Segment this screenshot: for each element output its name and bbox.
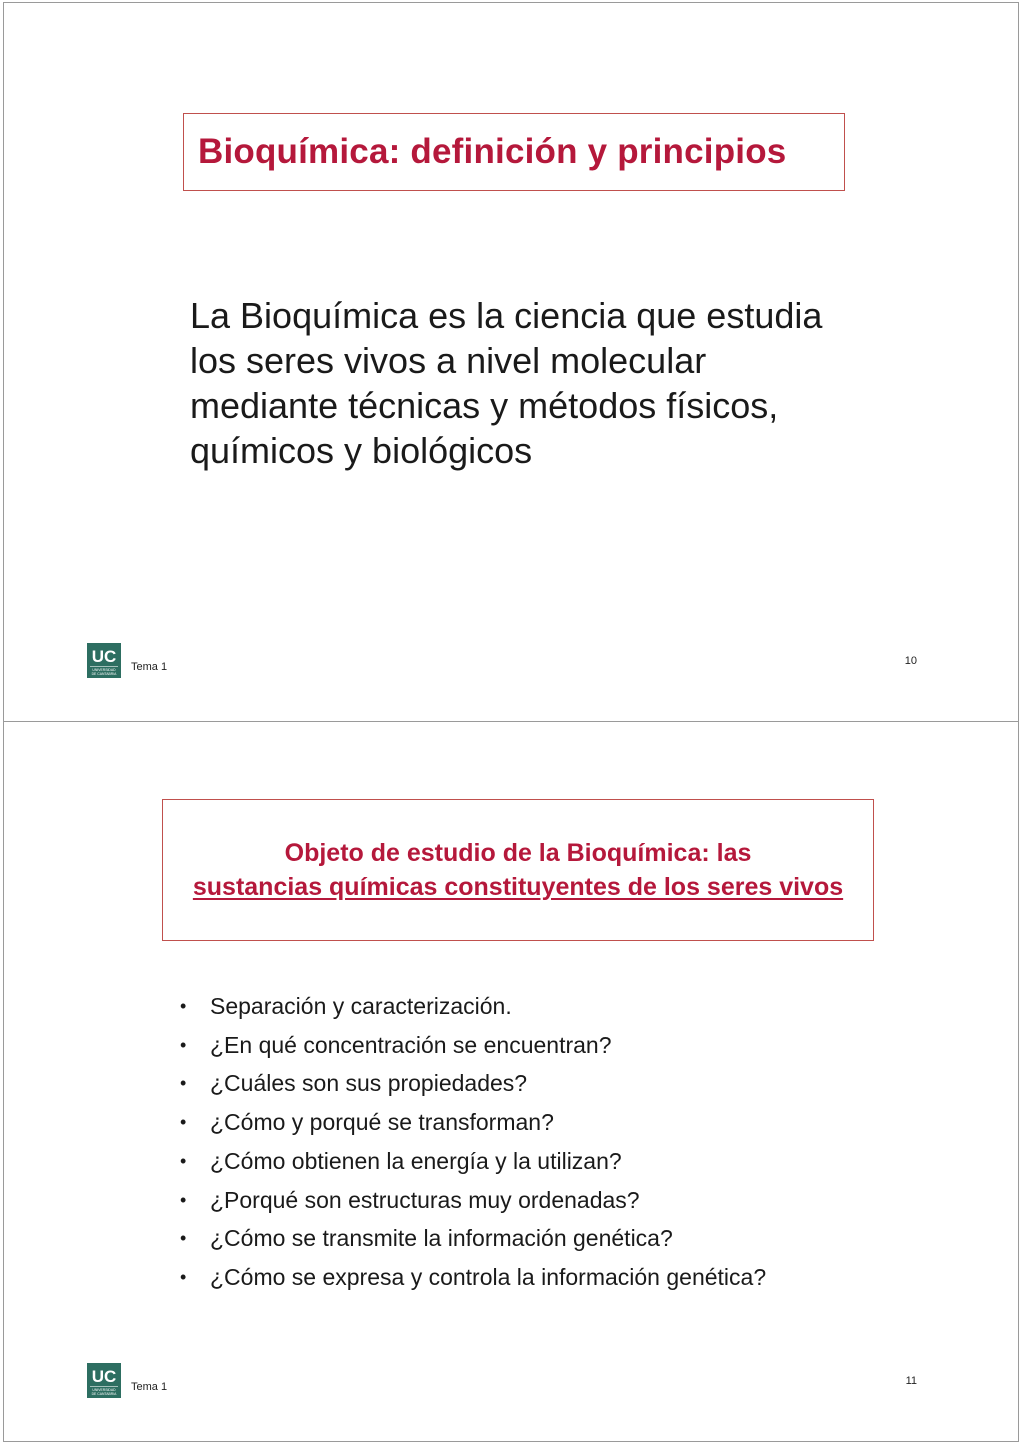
uc-logo-graphic bbox=[87, 643, 121, 678]
question-list bbox=[180, 987, 940, 1297]
tema-label: Tema 1 bbox=[131, 661, 168, 673]
list-item-text: ¿Cómo y porqué se transforman? bbox=[210, 1109, 554, 1136]
definition-text bbox=[190, 293, 910, 473]
list-item-text: Separación y caracterización. bbox=[210, 993, 512, 1019]
bullet-icon: • bbox=[180, 996, 187, 1016]
list-item bbox=[180, 1026, 940, 1065]
bullet-icon: • bbox=[180, 1228, 187, 1249]
uc-logo-icon bbox=[87, 643, 121, 678]
slide-divider bbox=[4, 721, 1018, 722]
list-item-text: ¿Cómo se transmite la información genética? bbox=[210, 1225, 673, 1252]
definition-line: los seres vivos a nivel molecular bbox=[190, 340, 707, 381]
page-number: 10 bbox=[904, 655, 917, 667]
list-item-text: ¿Cómo se expresa y controla la información genética? bbox=[210, 1263, 767, 1290]
list-item-text: ¿Porqué son estructuras muy ordenadas? bbox=[210, 1186, 640, 1213]
uc-logo-subtext: DE CANTABRIA bbox=[91, 672, 117, 676]
slide-title-box bbox=[162, 799, 874, 941]
bullet-icon: • bbox=[180, 1266, 187, 1287]
bullet-icon: • bbox=[180, 1034, 187, 1055]
uc-logo-graphic bbox=[87, 1363, 121, 1398]
slide-footer bbox=[87, 1363, 917, 1399]
definition-line: mediante técnicas y métodos físicos, bbox=[190, 385, 779, 426]
definition-line: La Bioquímica es la ciencia que estudia bbox=[190, 295, 823, 336]
slide-title bbox=[193, 836, 843, 904]
list-item bbox=[180, 1258, 940, 1297]
uc-logo-subtext: UNIVERSIDAD bbox=[92, 668, 116, 672]
bullet-icon: • bbox=[180, 1112, 187, 1133]
list-item bbox=[180, 1064, 940, 1103]
list-item bbox=[180, 987, 940, 1026]
definition-line: químicos y biológicos bbox=[190, 430, 533, 471]
bullet-icon: • bbox=[180, 1189, 187, 1210]
uc-logo-letters: UC bbox=[91, 647, 117, 666]
uc-logo-subtext: DE CANTABRIA bbox=[91, 1392, 117, 1396]
list-item bbox=[180, 1142, 940, 1181]
uc-logo-letters: UC bbox=[91, 1367, 117, 1386]
slide-title-underlined: sustancias químicas constituyentes de los seres vivos bbox=[192, 873, 844, 901]
slide-11 bbox=[4, 723, 1018, 1441]
slide-10 bbox=[4, 3, 1018, 721]
uc-logo-icon bbox=[87, 1363, 121, 1398]
tema-label: Tema 1 bbox=[131, 1381, 168, 1393]
uc-logo-subtext: UNIVERSIDAD bbox=[92, 1388, 116, 1392]
list-item-text: ¿Cómo obtienen la energía y la utilizan? bbox=[210, 1147, 622, 1174]
list-item-text: ¿Cuáles son sus propiedades? bbox=[210, 1070, 528, 1097]
slide-title-box bbox=[183, 113, 845, 191]
page-number: 11 bbox=[905, 1375, 917, 1387]
slide-title-line: Objeto de estudio de la Bioquímica: las bbox=[284, 839, 752, 867]
bullet-icon: • bbox=[180, 1073, 187, 1094]
slide-footer bbox=[87, 643, 917, 679]
list-item bbox=[180, 1219, 940, 1258]
slide-title: Bioquímica: definición y principios bbox=[198, 132, 787, 171]
list-item bbox=[180, 1181, 940, 1220]
list-item bbox=[180, 1103, 940, 1142]
list-item-text: ¿En qué concentración se encuentran? bbox=[210, 1031, 612, 1058]
bullet-icon: • bbox=[180, 1150, 187, 1171]
